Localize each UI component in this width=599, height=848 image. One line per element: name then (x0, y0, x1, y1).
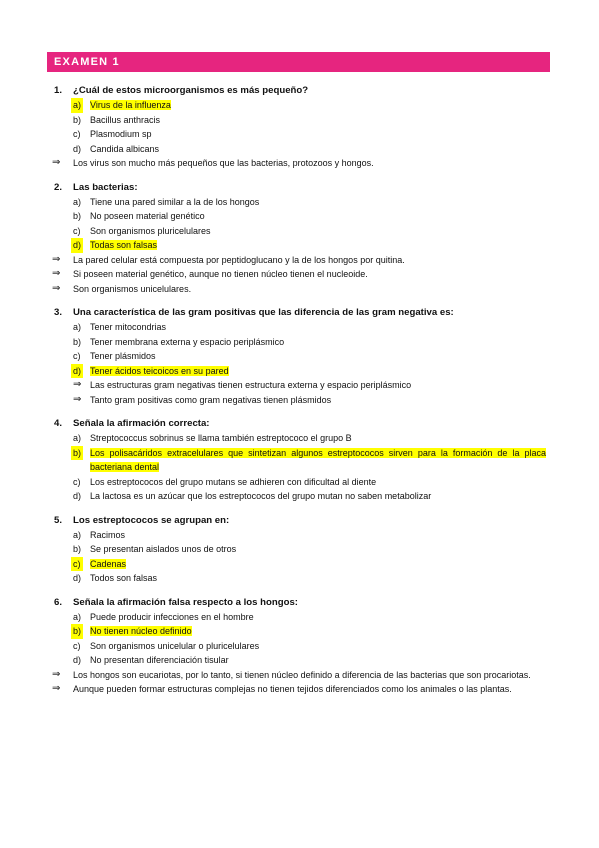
question-text: Señala la afirmación correcta: (73, 418, 210, 429)
option-c (0, 639, 599, 654)
option-text-content: Son organismos pluricelulares (90, 225, 211, 236)
question-header (0, 181, 599, 195)
arrow-right-icon: ⇒ (52, 668, 61, 680)
option-d (0, 364, 599, 379)
option-letter: a) (71, 98, 83, 113)
option-a (0, 195, 599, 210)
question-number: 4. (54, 418, 63, 429)
option-letter: d) (73, 143, 82, 154)
option-text-content: No presentan diferenciación tisular (90, 655, 229, 665)
explanation-note (0, 682, 599, 697)
option-d (0, 489, 599, 504)
highlighted-answer: Los polisacáridos extracelulares que sintetizan algunos estreptococos sirven para la formación de la placa bacteriana dental (90, 447, 546, 472)
option-a (0, 431, 599, 446)
option-letter: b) (71, 624, 83, 639)
option-text-content: Bacillus anthracis (90, 114, 161, 125)
option-letter: c) (73, 476, 81, 487)
option-text (90, 557, 546, 572)
option-letter: d) (71, 364, 83, 379)
arrow-right-icon: ⇒ (52, 268, 61, 279)
option-letter: c) (73, 129, 81, 139)
option-text (90, 335, 546, 350)
option-text-content: Tener mitocondrias (90, 322, 167, 332)
option-b (0, 335, 599, 350)
question-5 (0, 514, 599, 586)
option-letter: d) (73, 655, 82, 665)
option-d (0, 571, 599, 586)
option-letter: d) (71, 238, 83, 253)
option-text-content: Plasmodium sp (90, 129, 152, 139)
question-text: Los estreptococos se agrupan en: (73, 514, 230, 526)
option-letter: a) (73, 433, 82, 443)
option-text (90, 98, 546, 113)
option-text (90, 431, 546, 446)
arrow-right-icon: ⇒ (52, 157, 61, 168)
option-text (90, 571, 546, 586)
option-a (0, 98, 599, 113)
option-text (90, 209, 546, 224)
option-text (90, 610, 546, 625)
highlighted-answer: Tener ácidos teicoicos en su pared (90, 365, 229, 376)
option-letter: a) (73, 611, 82, 622)
arrow-right-icon: ⇒ (52, 253, 61, 265)
option-text-content: Puede producir infecciones en el hombre (90, 611, 254, 622)
option-text (90, 542, 546, 557)
explanation-note (0, 393, 599, 408)
explanation-note (0, 156, 599, 171)
option-text (90, 195, 546, 210)
question-header (0, 514, 599, 528)
note-text: Son organismos unicelulares. (73, 283, 192, 294)
option-c (0, 349, 599, 364)
option-text-content: Se presentan aislados unos de otros (90, 544, 237, 554)
arrow-right-icon: ⇒ (73, 393, 82, 405)
option-text-content: Tener plásmidos (90, 351, 156, 361)
question-text: Las bacterias: (73, 181, 138, 193)
question-number: 3. (54, 307, 63, 318)
option-letter: b) (73, 211, 82, 221)
option-text (90, 127, 546, 142)
option-letter: c) (73, 351, 81, 361)
option-c (0, 224, 599, 239)
option-text (90, 320, 546, 335)
question-1 (0, 84, 599, 171)
option-text (90, 349, 546, 364)
option-d (0, 653, 599, 668)
option-text (90, 624, 546, 639)
option-letter: b) (71, 446, 83, 461)
question-3 (0, 306, 599, 407)
option-letter: c) (73, 640, 81, 651)
option-text (90, 364, 546, 379)
option-b (0, 209, 599, 224)
question-header (0, 84, 599, 98)
option-text (90, 238, 546, 253)
option-text (90, 639, 546, 654)
option-letter: b) (73, 336, 82, 347)
option-letter: a) (73, 322, 82, 332)
option-c (0, 557, 599, 572)
option-letter: b) (73, 544, 82, 554)
option-c (0, 475, 599, 490)
question-number: 1. (54, 85, 63, 96)
highlighted-answer: Todas son falsas (90, 240, 158, 250)
option-text (90, 528, 546, 543)
option-text-content: Los estreptococos del grupo mutans se adhieren con dificultad al diente (90, 476, 377, 487)
option-a (0, 320, 599, 335)
question-header (0, 417, 599, 431)
option-text-content: Candida albicans (90, 143, 160, 154)
option-letter: a) (73, 529, 82, 540)
arrow-right-icon: ⇒ (52, 282, 61, 294)
option-letter: b) (73, 114, 82, 125)
highlighted-answer: No tienen núcleo definido (90, 626, 192, 636)
highlighted-answer: Virus de la influenza (90, 100, 171, 110)
option-text-content: Racimos (90, 529, 126, 540)
option-letter: c) (71, 557, 83, 572)
question-number: 5. (54, 514, 63, 526)
exam-title: EXAMEN 1 (54, 56, 120, 68)
explanation-note (0, 378, 599, 393)
option-text-content: Streptococcus sobrinus se llama también estreptococo el grupo B (90, 433, 352, 443)
option-text-content: Todos son falsas (90, 573, 158, 583)
option-text (90, 489, 546, 504)
option-text (90, 653, 546, 668)
option-c (0, 127, 599, 142)
question-2 (0, 181, 599, 297)
option-text-content: Tener membrana externa y espacio periplásmico (90, 336, 285, 347)
arrow-right-icon: ⇒ (73, 379, 82, 390)
note-text: Tanto gram positivas como gram negativas tienen plásmidos (90, 394, 332, 405)
note-text: Los virus son mucho más pequeños que las bacterias, protozoos y hongos. (73, 158, 374, 168)
option-a (0, 528, 599, 543)
option-text (90, 142, 546, 157)
question-text: ¿Cuál de estos microorganismos es más pequeño? (73, 85, 309, 96)
option-text-content: La lactosa es un azúcar que los estreptococos del grupo mutan no saben metabolizar (90, 491, 432, 501)
explanation-note (0, 282, 599, 297)
note-text: Los hongos son eucariotas, por lo tanto, si tienen núcleo definido a diferencia de las bacterias que son procariotas. (73, 669, 531, 680)
option-text-content: No poseen material genético (90, 211, 205, 221)
option-b (0, 446, 599, 475)
option-text (90, 475, 546, 490)
option-letter: a) (73, 196, 82, 207)
question-list (0, 84, 599, 707)
note-text: Las estructuras gram negativas tienen estructura externa y espacio periplásmico (90, 380, 412, 390)
question-4 (0, 417, 599, 504)
note-text: La pared celular está compuesta por peptidoglucano y la de los hongos por quitina. (73, 254, 405, 265)
option-text (90, 446, 546, 475)
highlighted-answer: Cadenas (90, 558, 127, 569)
option-b (0, 624, 599, 639)
question-header (0, 306, 599, 320)
explanation-note (0, 668, 599, 683)
note-text: Aunque pueden formar estructuras complejas no tienen tejidos diferenciados como los animales o las plantas. (73, 684, 512, 694)
explanation-note (0, 253, 599, 268)
question-text: Una característica de las gram positivas que las diferencia de las gram negativa es: (73, 307, 454, 318)
option-b (0, 113, 599, 128)
question-header (0, 596, 599, 610)
option-a (0, 610, 599, 625)
option-letter: d) (73, 573, 82, 583)
option-text-content: Tiene una pared similar a la de los hongos (90, 196, 260, 207)
question-text: Señala la afirmación falsa respecto a los hongos: (73, 596, 298, 608)
question-number: 6. (54, 596, 63, 608)
option-b (0, 542, 599, 557)
exam-title-bar (47, 52, 550, 72)
option-text (90, 224, 546, 239)
option-d (0, 238, 599, 253)
question-6 (0, 596, 599, 697)
note-text: Si poseen material genético, aunque no tienen núcleo tienen el nucleoide. (73, 269, 368, 279)
option-text-content: Son organismos unicelular o pluricelulares (90, 640, 260, 651)
arrow-right-icon: ⇒ (52, 683, 61, 694)
question-number: 2. (54, 181, 63, 193)
option-text (90, 113, 546, 128)
option-letter: c) (73, 225, 81, 236)
option-letter: d) (73, 491, 82, 501)
option-d (0, 142, 599, 157)
explanation-note (0, 267, 599, 282)
